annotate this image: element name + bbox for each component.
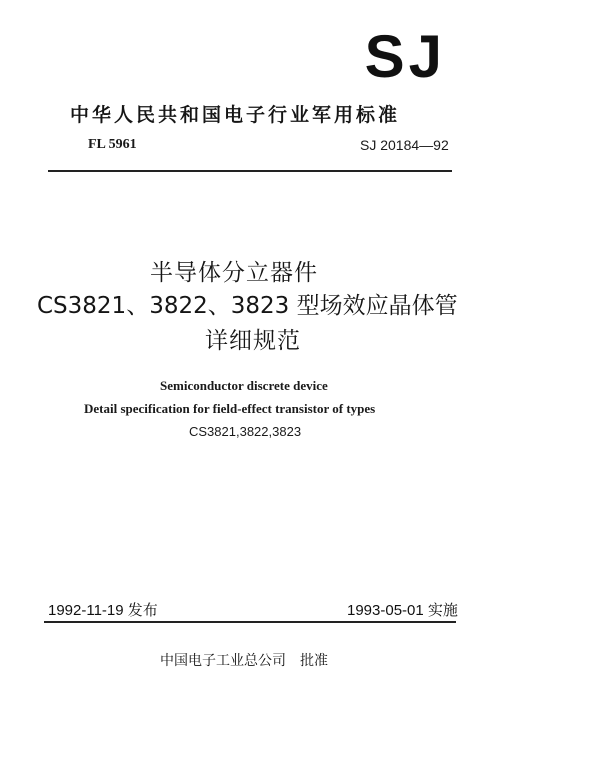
title-cn-line-3: 详细规范: [205, 328, 301, 354]
header-divider: [48, 170, 452, 172]
sj-logo: SJ: [364, 23, 446, 90]
title-cn-line-1: 半导体分立器件: [150, 260, 318, 286]
issuer-name: 中国电子工业总公司: [160, 653, 286, 669]
approve-label: 批准: [300, 653, 328, 669]
standard-category-title: 中华人民共和国电子行业军用标准: [70, 104, 401, 126]
issuer-line: [160, 650, 328, 670]
issue-date: 1992-11-19 发布: [48, 602, 158, 619]
title-cn-line-2: CS3821、3822、3823 型场效应晶体管: [37, 293, 458, 319]
effective-date: 1993-05-01 实施: [347, 602, 458, 619]
footer-divider: [44, 621, 456, 623]
standard-number: SJ 20184—92: [360, 137, 449, 153]
title-en-line-1: Semiconductor discrete device: [160, 378, 328, 393]
classification-code: FL 5961: [88, 137, 137, 152]
title-en-line-2: Detail specification for field-effect transistor of types: [84, 401, 376, 416]
title-en-line-3: CS3821,3822,3823: [189, 424, 302, 439]
